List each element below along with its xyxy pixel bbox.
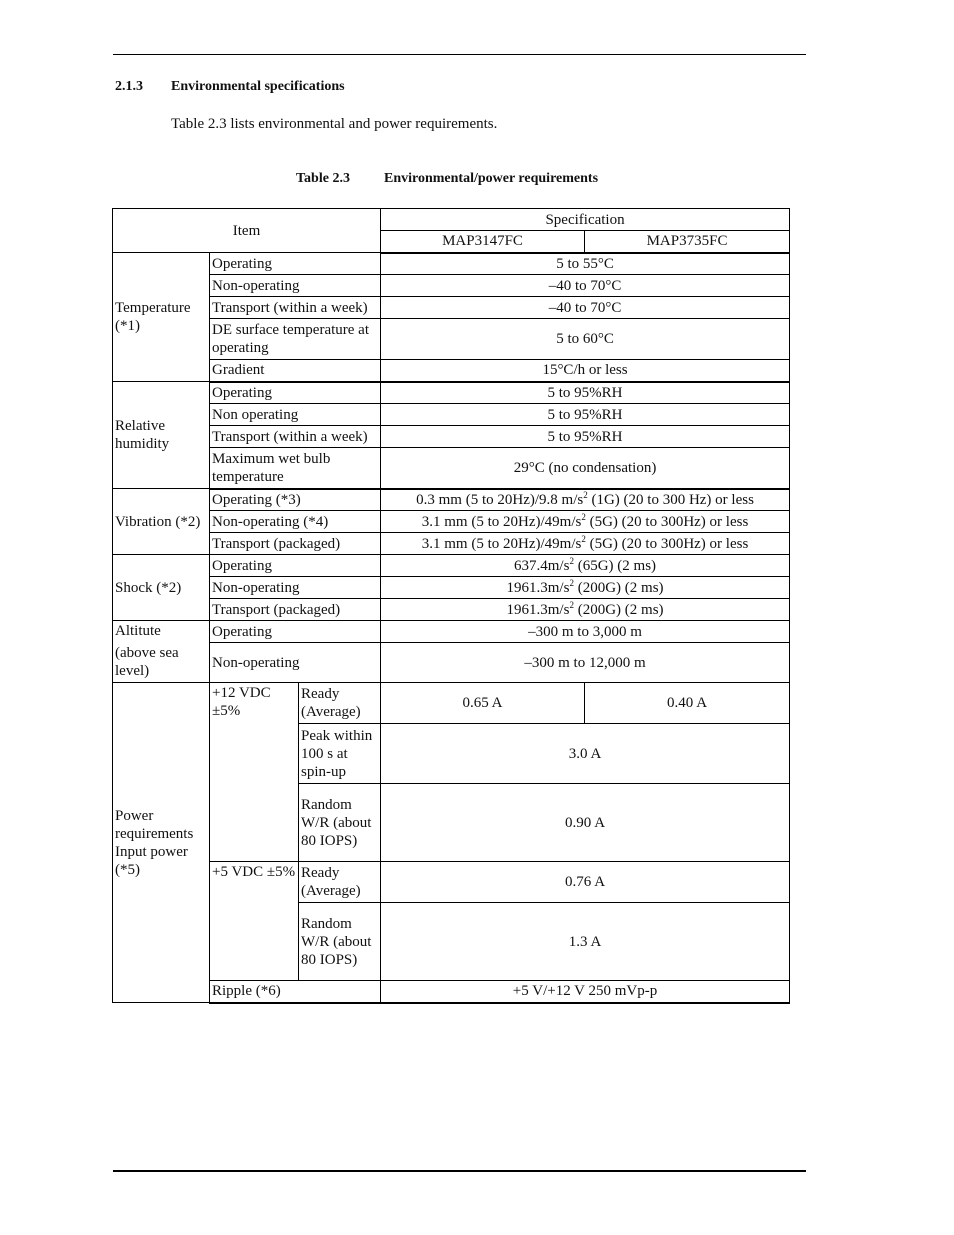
table-row-item: Transport (within a week) <box>210 297 381 319</box>
header-rule <box>113 54 806 55</box>
group-temperature: Temperature (*1) <box>113 253 210 382</box>
table-row-value: –40 to 70°C <box>381 297 790 319</box>
table-row-value: $637.4m/s^2$ (65G) (2 ms) <box>381 555 790 577</box>
table-row-value: 5 to 60°C <box>381 319 790 360</box>
table-row-value: 3.0 A <box>381 724 790 784</box>
header-specification: Specification <box>381 209 790 231</box>
group-altitude <box>113 621 210 683</box>
section-heading <box>115 79 345 95</box>
table-row-item: Ready (Average) <box>299 862 381 903</box>
table-row-item: Random W/R (about 80 IOPS) <box>299 784 381 862</box>
table-row-value: 29°C (no condensation) <box>381 448 790 489</box>
table-row-item: Operating <box>210 555 381 577</box>
table-row-value: 3.1 mm (5 to $20Hz)/49m/s^2$ (5G) (20 to 300Hz) or less <box>381 533 790 555</box>
table-row-value: 0.40 A <box>585 683 790 724</box>
table-row-item: Ripple (*6) <box>210 981 381 1003</box>
table-row-value: 5 to 95%RH <box>381 404 790 426</box>
table-row-item: Transport (packaged) <box>210 533 381 555</box>
altitude-sublabel: (above sea level) <box>115 645 179 679</box>
table-row-item: Gradient <box>210 360 381 382</box>
group-power: Power requirements Input power (*5) <box>113 683 210 1003</box>
table-row-value: 5 to 55°C <box>381 253 790 275</box>
header-model-b: MAP3735FC <box>585 231 790 253</box>
header-model-a: MAP3147FC <box>381 231 585 253</box>
group-humidity: Relative humidity <box>113 382 210 489</box>
table-row-item: Non operating <box>210 404 381 426</box>
table-row-item: Non-operating <box>210 577 381 599</box>
table-row-item: Random W/R (about 80 IOPS) <box>299 903 381 981</box>
table-row-value: 0.90 A <box>381 784 790 862</box>
table-row-item: Maximum wet bulb temperature <box>210 448 381 489</box>
table-row-item: Peak within 100 s at spin-up <box>299 724 381 784</box>
table-row-value: –300 m to 3,000 m <box>381 621 790 643</box>
table-row-item: Non-operating <box>210 643 381 683</box>
intro-paragraph: Table 2.3 lists environmental and power requirements. <box>171 116 498 132</box>
table-row-item: Operating (*3) <box>210 489 381 511</box>
table-row-item: Transport (packaged) <box>210 599 381 621</box>
table-row-item: Non-operating <box>210 275 381 297</box>
table-row-item: Transport (within a week) <box>210 426 381 448</box>
section-number: 2.1.3 <box>115 79 143 94</box>
group-vibration: Vibration (*2) <box>113 489 210 555</box>
table-row-value: 15°C/h or less <box>381 360 790 382</box>
table-caption-number: Table 2.3 <box>296 171 350 186</box>
header-item: Item <box>113 209 381 253</box>
table-row-value: 0.76 A <box>381 862 790 903</box>
table-row-item: Ready (Average) <box>299 683 381 724</box>
table-row-value: +5 V/+12 V 250 mVp-p <box>381 981 790 1003</box>
table-row-value: $1961.3m/s^2$ (200G) (2 ms) <box>381 577 790 599</box>
table-row-value: 0.3 mm (5 to 20Hz)/9.8 $m/s^2$ (1G) (20 to 300 Hz) or less <box>381 489 790 511</box>
altitude-label: Altitute <box>115 623 161 639</box>
power-5v-label: +5 VDC ±5% <box>210 862 299 981</box>
table-row-item: DE surface temperature at operating <box>210 319 381 360</box>
table-row-item: Non-operating (*4) <box>210 511 381 533</box>
power-12v-label: +12 VDC ±5% <box>210 683 299 862</box>
table-row-item: Operating <box>210 621 381 643</box>
table-row-value: 1.3 A <box>381 903 790 981</box>
group-shock: Shock (*2) <box>113 555 210 621</box>
footer-rule <box>113 1170 806 1172</box>
table-row-value: $1961.3m/s^2$ (200G) (2 ms) <box>381 599 790 621</box>
table-row-value: –300 m to 12,000 m <box>381 643 790 683</box>
table-row-value: 5 to 95%RH <box>381 382 790 404</box>
table-caption <box>296 171 598 187</box>
table-row-value: 5 to 95%RH <box>381 426 790 448</box>
table-row-item: Operating <box>210 253 381 275</box>
table-row-value: 0.65 A <box>381 683 585 724</box>
table-row-value: 3.1 mm (5 to $20Hz)/49m/s^2$ (5G) (20 to 300Hz) or less <box>381 511 790 533</box>
table-row-value: –40 to 70°C <box>381 275 790 297</box>
environmental-power-table <box>112 208 790 1004</box>
table-row-item: Operating <box>210 382 381 404</box>
section-title: Environmental specifications <box>171 79 345 94</box>
table-caption-title: Environmental/power requirements <box>384 171 599 186</box>
